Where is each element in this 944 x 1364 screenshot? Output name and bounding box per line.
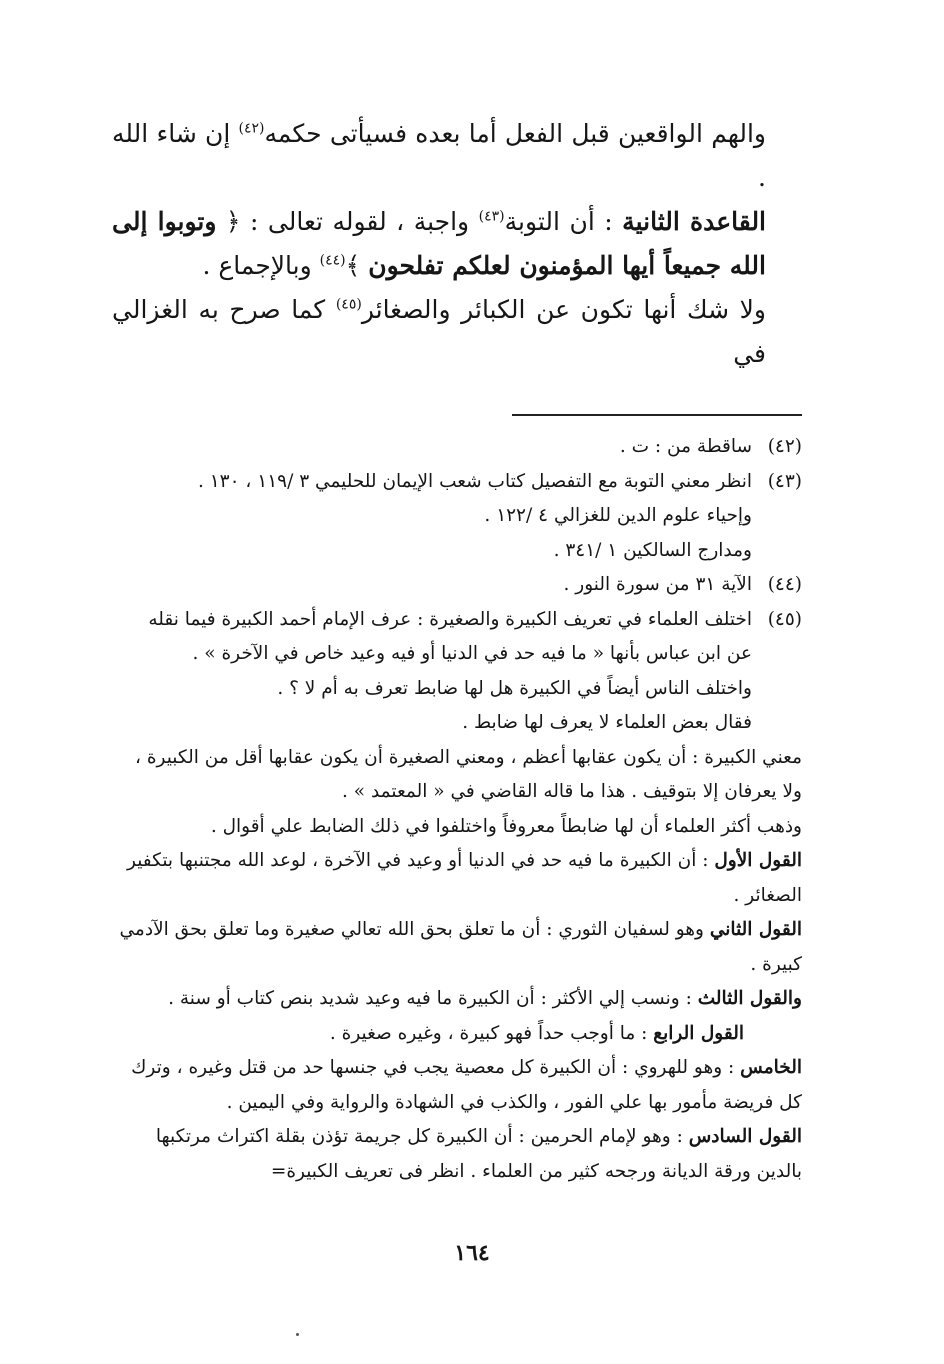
main-line-4 (112, 288, 802, 376)
footnote-45-line-3: واختلف الناس أيضاً في الكبيرة هل لها ضابط تعرف به أم لا ؟ . (277, 677, 752, 699)
footnote-43-line-3: ومدارج السالكين ١ /٣٤١ . (553, 539, 752, 561)
footnote-45-line-1: اختلف العلماء في تعريف الكبيرة والصغيرة : عرف الإمام أحمد الكبيرة فيما نقله (148, 608, 752, 630)
footnote-separator (512, 414, 802, 416)
footnote-44-number: (٤٤) (767, 574, 802, 595)
opinion-2 (112, 913, 802, 982)
page-body (112, 112, 802, 1182)
rule-2-end: وبالإجماع . (202, 251, 320, 280)
footnote-45 (112, 603, 802, 741)
opinion-5 (112, 1051, 802, 1120)
scan-speck (296, 1333, 299, 1336)
footnote-ref-45[interactable]: (٤٥) (335, 296, 362, 313)
footnote-45-para-majority: وذهب أكثر العلماء أن لها ضابطاً معروفاً واختلفوا في ذلك الضابط علي أقوال . (210, 815, 802, 837)
opinion-1-text: : أن الكبيرة ما فيه حد في الدنيا أو وعيد في الآخرة ، لوعد الله مجتنبها بتكفير الصغائر . (126, 850, 802, 906)
opinion-1 (112, 844, 802, 913)
main-line-1-text: والهم الواقعين قبل الفعل أما بعده فسيأتى حكمه (264, 119, 766, 148)
footnote-44-text: الآية ٣١ من سورة النور . (563, 574, 752, 595)
footnote-ref-42[interactable]: (٤٢) (238, 120, 265, 137)
footnote-ref-44[interactable]: (٤٤) (319, 252, 346, 269)
main-line-1-end: إن شاء الله . (112, 119, 766, 192)
main-line-4-text: ولا شك أنها تكون عن الكبائر والصغائر (361, 295, 766, 324)
rule-2-text-b: واجبة ، لقوله تعالى : ﴿ (216, 207, 479, 236)
page-number: ١٦٤ (454, 1240, 490, 1266)
opinion-3-text: : ونسب إلي الأكثر : أن الكبيرة ما فيه وعيد شديد بنص كتاب أو سنة . (168, 988, 698, 1009)
footnote-45-line-4: فقال بعض العلماء لا يعرف لها ضابط . (462, 712, 752, 733)
opinion-6 (112, 1120, 802, 1189)
opinion-5-text: : وهو للهروي : أن الكبيرة كل معصية يجب في جنسها حد من قتل وغيره ، وترك كل فريضة مأمور بها علي الفور ، والكذب في الشهادة والرواية وفي اليمين . (131, 1057, 802, 1113)
footnote-43-line-2: وإحياء علوم الدين للغزالي ٤ /١٢٢ . (484, 505, 752, 526)
footnote-43-number: (٤٣) (767, 470, 802, 492)
quran-verse: وتوبوا إلى الله جميعاً أيها المؤمنون لعلكم تفلحون (112, 207, 766, 280)
footnote-43 (112, 465, 802, 569)
opinion-2-text: وهو لسفيان الثوري : أن ما تعلق بحق الله تعالي صغيرة وما تعلق بحق الآدمي كبيرة . (119, 919, 802, 975)
opinion-4 (112, 1017, 802, 1052)
opinion-4-text: : ما أوجب حداً فهو كبيرة ، وغيره صغيرة . (329, 1022, 654, 1044)
footnote-45-number: (٤٥) (767, 608, 802, 630)
footnote-42-number: (٤٢) (767, 436, 802, 457)
footnote-42 (112, 430, 802, 465)
main-line-1 (112, 112, 802, 200)
footnote-45-line-2: عن ابن عباس بأنها « ما فيه حد في الدنيا أو فيه وعيد خاص في الآخرة » . (192, 643, 752, 664)
opinion-4-title: القول الرابع (653, 1022, 744, 1044)
footnotes (112, 430, 802, 1189)
opinion-5-title: الخامس (740, 1057, 802, 1078)
opinion-6-title: القول السادس (688, 1126, 802, 1147)
rule-2-paragraph (112, 200, 802, 288)
footnote-ref-43[interactable]: (٤٣) (478, 208, 505, 225)
opinion-6-text: : وهو لإمام الحرمين : أن الكبيرة كل جريمة تؤذن بقلة اكتراث مرتكبها بالدين ورقة الديانة ورجحه كثير من العلماء . انظر فى تعريف الكبيرة= (155, 1126, 802, 1182)
opinion-1-title: القول الأول (714, 850, 802, 871)
verse-close: ﴾ (345, 251, 369, 280)
main-text (112, 112, 802, 376)
opinion-2-title: القول الثاني (709, 919, 802, 940)
footnote-45-para-definition: معني الكبيرة : أن يكون عقابها أعظم ، ومعني الصغيرة أن يكون عقابها أقل من الكبيرة ، ولا يعرفان إلا بتوقيف . هذا ما قاله القاضي في « المعتمد » . (134, 746, 802, 802)
main-line-4-end: كما صرح به الغزالي في (112, 295, 766, 368)
footnote-42-text: ساقطة من : ت . (619, 436, 752, 457)
footnote-43-line-1: انظر معني التوبة مع التفصيل كتاب شعب الإيمان للحليمي ٣ /١١٩ ، ١٣٠ . (197, 470, 752, 492)
footnote-44 (112, 568, 802, 603)
opinion-3 (112, 982, 802, 1017)
rule-2-title: القاعدة الثانية (622, 207, 767, 236)
rule-2-text-a: : أن التوبة (504, 207, 623, 236)
opinion-3-title: والقول الثالث (697, 988, 802, 1009)
